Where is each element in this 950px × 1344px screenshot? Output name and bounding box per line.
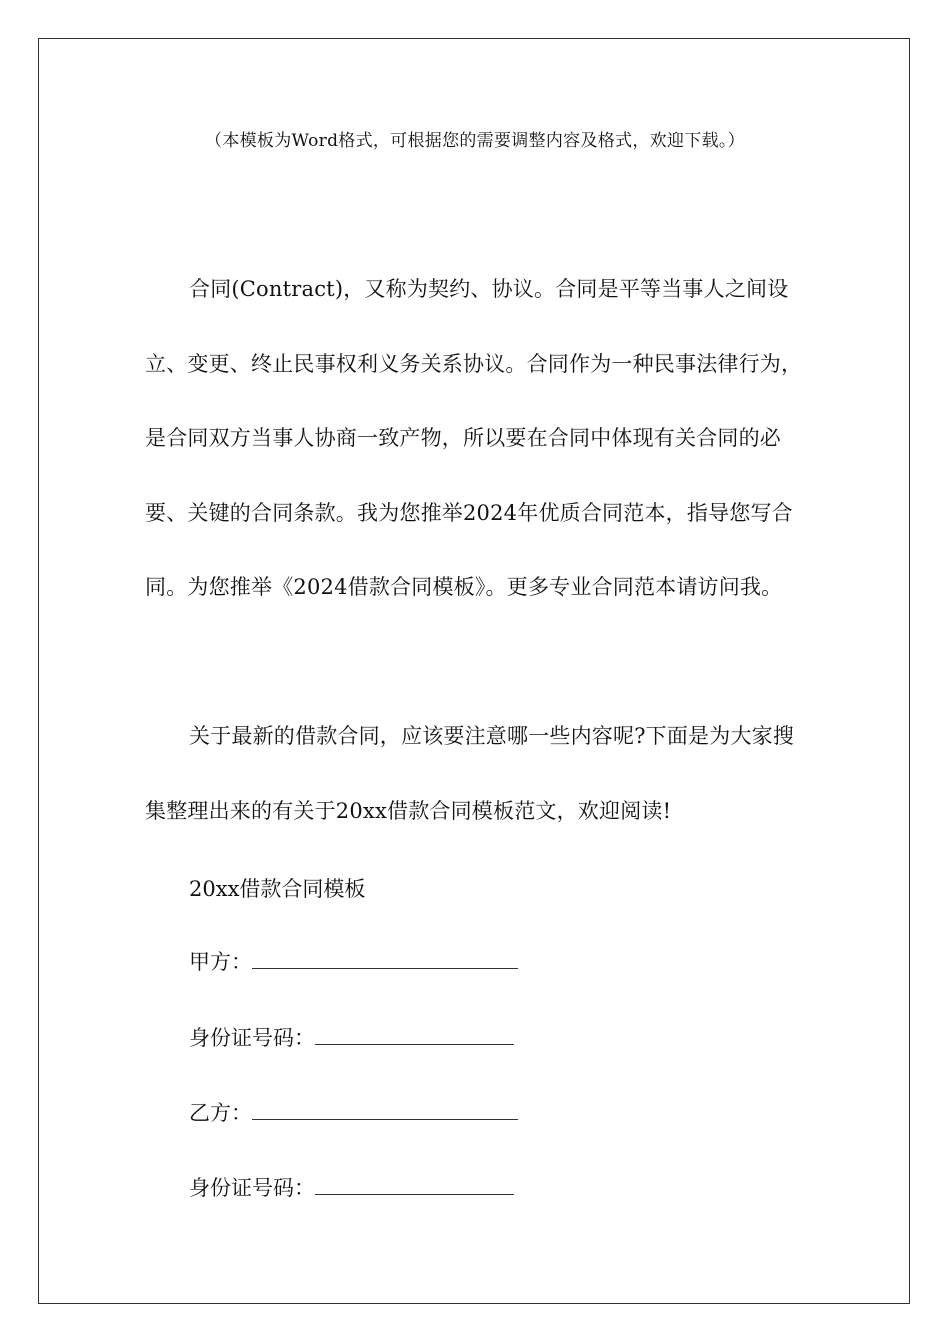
party-b-id-label: 身份证号码： [189, 1176, 315, 1200]
loan-intro-section [145, 699, 807, 848]
party-a-label: 甲方： [189, 950, 252, 974]
party-a-id-blank [315, 1026, 514, 1045]
party-b-field [189, 1097, 518, 1127]
loan-intro-paragraph: 关于最新的借款合同，应该要注意哪一些内容呢?下面是为大家搜集整理出来的有关于20xx借款合同模板范文，欢迎阅读! [145, 724, 795, 823]
party-a-blank [252, 950, 518, 969]
party-b-id-blank [315, 1176, 514, 1195]
contract-title: 20xx借款合同模板 [189, 877, 366, 901]
party-a-field [189, 946, 518, 976]
party-a-id-label: 身份证号码： [189, 1026, 315, 1050]
intro-section [145, 252, 807, 625]
party-a-id-field [189, 1022, 514, 1052]
intro-paragraph: 合同(Contract)，又称为契约、协议。合同是平等当事人之间设立、变更、终止民事权利义务关系协议。合同作为一种民事法律行为，是合同双方当事人协商一致产物，所以要在合同中体现有关合同的必要、关键的合同条款。我为您推举2024年优质合同范本，指导您写合同。为您推举《2024借款合同模板》。更多专业合同范本请访问我。 [145, 277, 803, 599]
party-b-id-field [189, 1172, 514, 1202]
template-note: （本模板为Word格式，可根据您的需要调整内容及格式，欢迎下载。） [205, 131, 745, 151]
party-b-label: 乙方： [189, 1101, 252, 1125]
party-b-blank [252, 1101, 518, 1120]
